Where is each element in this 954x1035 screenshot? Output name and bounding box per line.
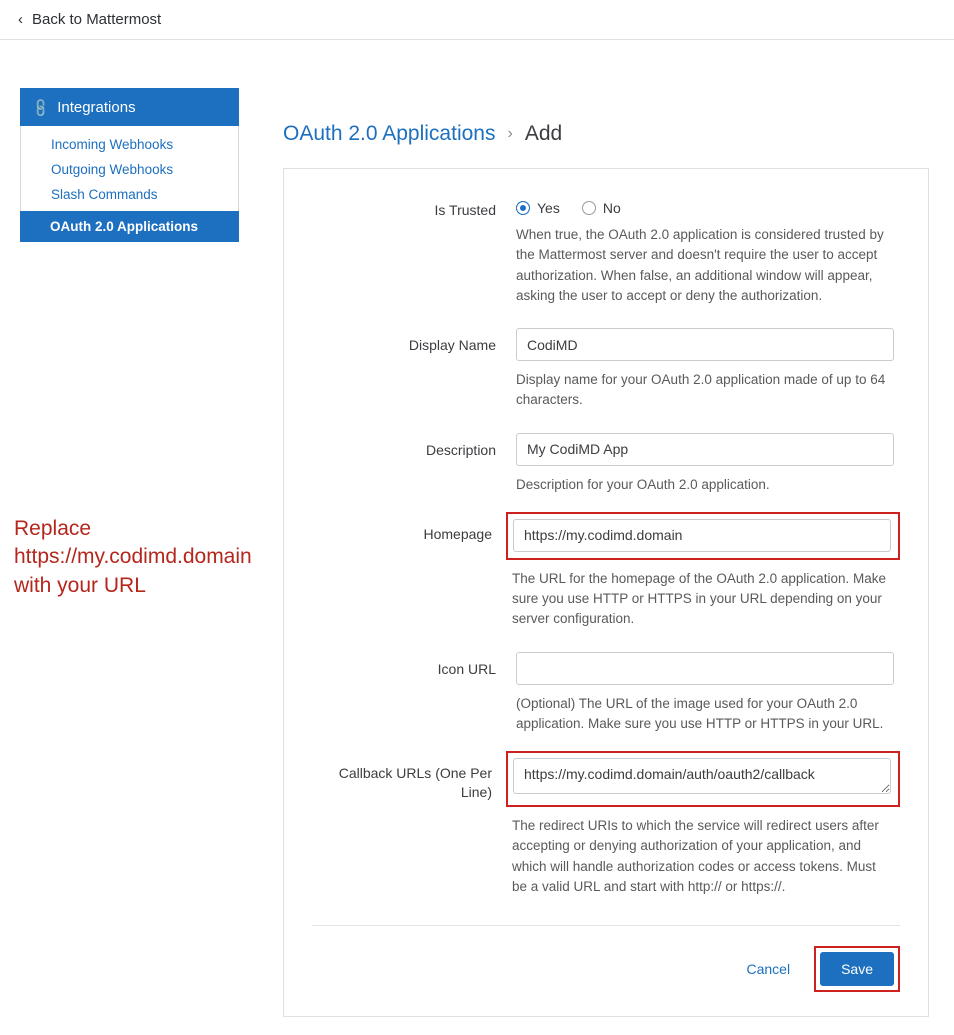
is-trusted-label: Is Trusted (434, 202, 496, 218)
save-highlight-box (814, 946, 900, 992)
sidebar-item-label: Outgoing Webhooks (51, 162, 174, 177)
breadcrumb (283, 88, 929, 146)
radio-label: No (602, 200, 621, 216)
chevron-right-icon: › (507, 125, 513, 142)
icon-url-field (516, 652, 900, 755)
radio-label: Yes (537, 200, 560, 216)
homepage-help: The URL for the homepage of the OAuth 2.0 application. Make sure you use HTTP or HTTPS in your URL depending on your server configuration. (512, 570, 886, 627)
link-icon: 🔗 (29, 96, 52, 119)
sidebar-item-slash-commands[interactable] (21, 182, 238, 207)
callback-urls-highlight-box (506, 751, 900, 807)
is-trusted-radio-group (516, 193, 900, 216)
is-trusted-field (516, 193, 900, 326)
top-bar (0, 0, 954, 40)
sidebar-item-label: OAuth 2.0 Applications (50, 219, 199, 234)
field-row-homepage (312, 517, 900, 650)
description-help: Description for your OAuth 2.0 application. (516, 476, 770, 492)
sidebar-list (20, 126, 239, 242)
display-name-input[interactable] (516, 328, 894, 361)
display-name-field (516, 328, 900, 431)
back-to-mattermost-label: Back to Mattermost (32, 11, 162, 28)
field-row-display-name (312, 328, 900, 431)
radio-is-trusted-no[interactable] (582, 200, 621, 216)
radio-dot-icon (582, 201, 596, 215)
oauth-app-form-card (283, 168, 929, 1017)
is-trusted-help: When true, the OAuth 2.0 application is considered trusted by the Mattermost server and doesn't require the user to accept authorization. When false, an additional window will appear, asking the user to accept or deny the authorization. (516, 227, 884, 303)
sidebar-item-label: Incoming Webhooks (51, 137, 174, 152)
field-row-callback-urls (312, 756, 900, 917)
annotation-line-2: with your URL (14, 573, 146, 597)
field-row-is-trusted (312, 193, 900, 326)
sidebar-item-outgoing-webhooks[interactable] (21, 157, 238, 182)
save-button[interactable]: Save (820, 952, 894, 986)
callback-urls-field (512, 756, 900, 917)
icon-url-input[interactable] (516, 652, 894, 685)
annotation-note (14, 515, 274, 600)
homepage-input[interactable] (513, 519, 891, 552)
sidebar-header (20, 88, 239, 126)
main-content (283, 88, 929, 1017)
homepage-highlight-box (506, 512, 900, 560)
back-to-mattermost-link[interactable] (18, 11, 161, 28)
homepage-label: Homepage (423, 525, 492, 542)
icon-url-label: Icon URL (437, 660, 496, 677)
radio-dot-icon (516, 201, 530, 215)
homepage-field (512, 517, 900, 650)
page-body (0, 40, 954, 1035)
sidebar-item-label: Slash Commands (51, 187, 158, 202)
breadcrumb-parent-link[interactable]: OAuth 2.0 Applications (283, 122, 496, 145)
chevron-left-icon: ‹ (18, 11, 23, 28)
description-label: Description (425, 441, 496, 458)
sidebar-header-label: Integrations (57, 99, 136, 116)
field-row-icon-url (312, 652, 900, 755)
cancel-button[interactable]: Cancel (740, 960, 796, 978)
callback-urls-label: Callback URLs (One Per Line) (338, 765, 492, 800)
sidebar-item-oauth-applications[interactable] (20, 211, 239, 242)
icon-url-help: (Optional) The URL of the image used for your OAuth 2.0 application. Make sure you use HTTP or HTTPS in your URL. (516, 695, 884, 731)
callback-urls-help: The redirect URIs to which the service will redirect users after accepting or denying authorization of your application, and which will handle authorization codes or access tokens. Must be a valid URL and start with http:// or https://. (512, 818, 879, 894)
sidebar-item-incoming-webhooks[interactable] (21, 132, 238, 157)
callback-urls-textarea[interactable] (513, 758, 891, 794)
annotation-line-1: Replace https://my.codimd.domain (14, 517, 252, 569)
sidebar (20, 88, 239, 242)
breadcrumb-current: Add (524, 122, 563, 145)
description-field (516, 433, 900, 515)
field-row-description (312, 433, 900, 515)
display-name-label: Display Name (408, 337, 496, 353)
description-input[interactable] (516, 433, 894, 466)
radio-is-trusted-yes[interactable] (516, 200, 560, 216)
display-name-help: Display name for your OAuth 2.0 application made of up to 64 characters. (516, 372, 886, 408)
form-actions (312, 926, 900, 1006)
